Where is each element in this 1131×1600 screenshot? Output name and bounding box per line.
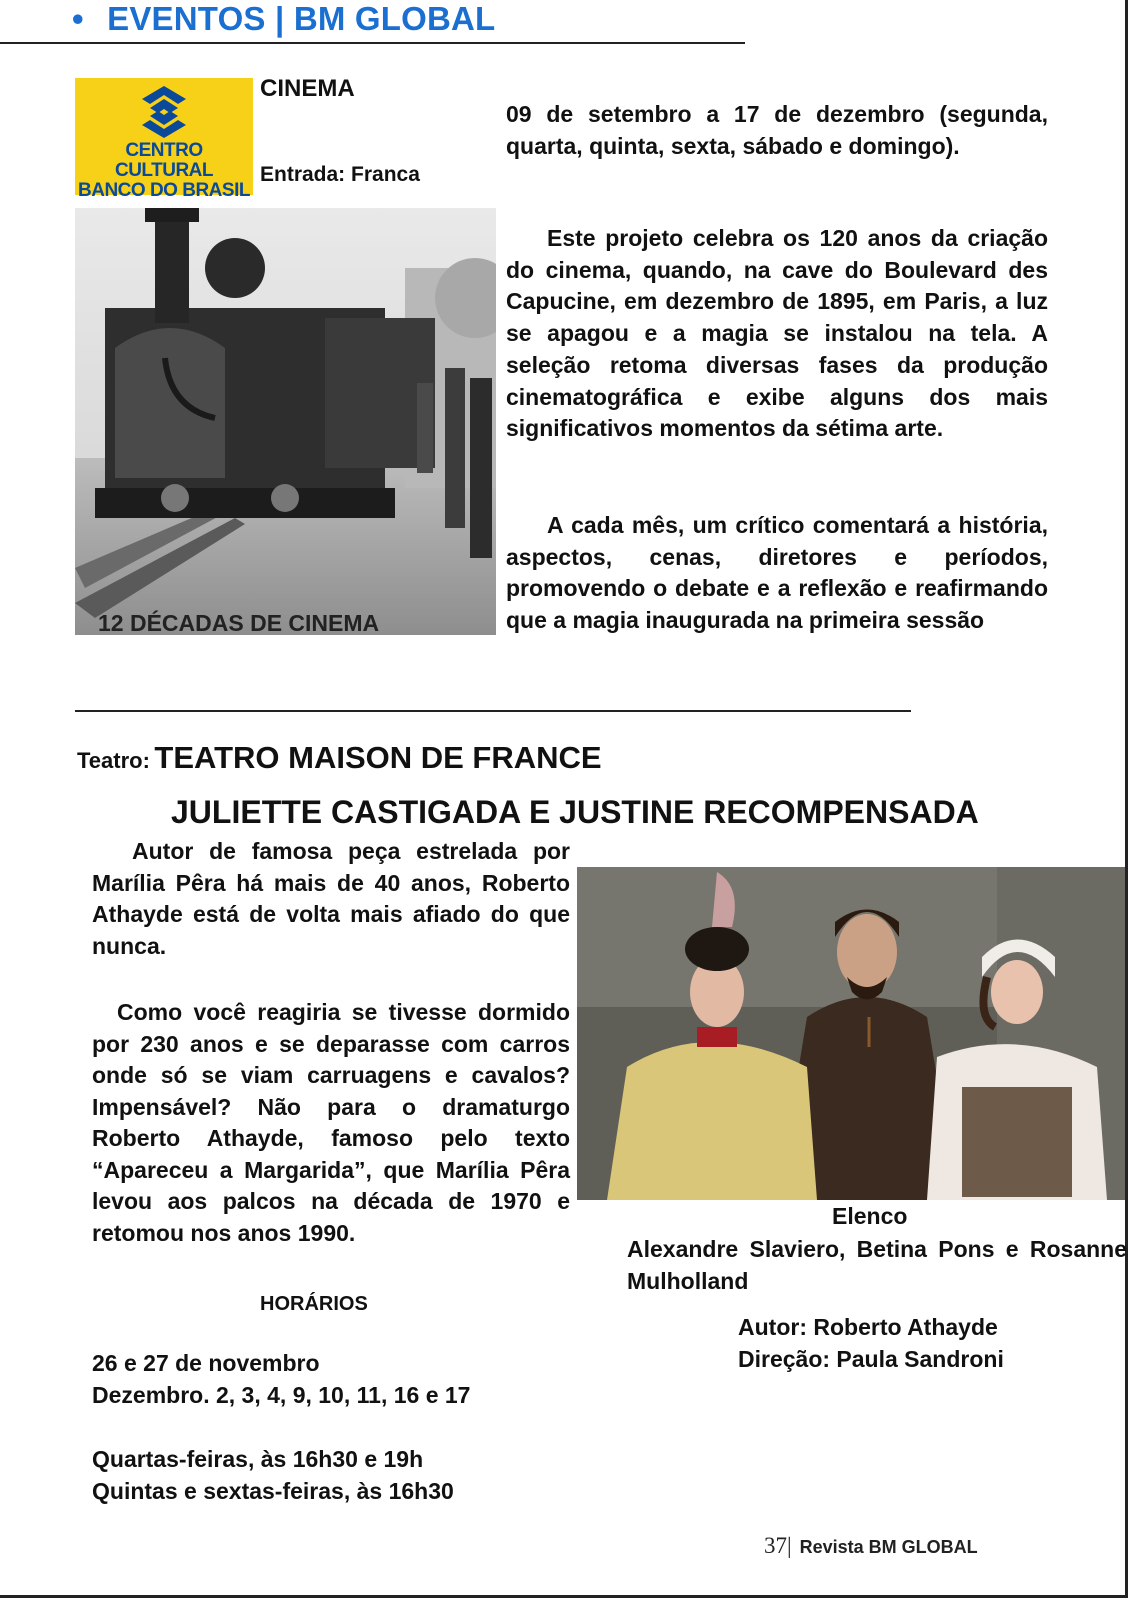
- play-title: JULIETTE CASTIGADA E JUSTINE RECOMPENSADA: [171, 794, 979, 830]
- credits: [738, 1312, 1004, 1375]
- schedule-times: [92, 1444, 454, 1507]
- schedule-dates-line-2: Dezembro. 2, 3, 4, 9, 10, 11, 16 e 17: [92, 1381, 471, 1408]
- teatro-label: Teatro:: [77, 748, 150, 773]
- cinema-entry: Entrada: Franca: [260, 163, 420, 186]
- schedule-dates: [92, 1348, 470, 1411]
- teatro-paragraph-1: Autor de famosa peça estrelada por Marília Pêra há mais de 40 anos, Roberto Athayde está de volta mais afiado do que nunca.: [92, 838, 570, 959]
- credit-director: Direção: Paula Sandroni: [738, 1345, 1004, 1372]
- teatro-heading: [77, 740, 602, 776]
- schedule-dates-line-1: 26 e 27 de novembro: [92, 1350, 320, 1376]
- page-footer: [764, 1533, 978, 1559]
- schedule-times-line-2: Quintas e sextas-feiras, às 16h30: [92, 1477, 454, 1504]
- header-divider: [0, 42, 745, 44]
- schedule-times-line-1: Quartas-feiras, às 16h30 e 19h: [92, 1446, 424, 1472]
- cast-label: Elenco: [832, 1203, 908, 1229]
- teatro-venue: TEATRO MAISON DE FRANCE: [154, 740, 602, 775]
- section-header: [72, 0, 495, 38]
- ccbb-logo: [75, 78, 253, 201]
- cast-names: Alexandre Slaviero, Betina Pons e Rosanne Mulholland: [627, 1236, 1127, 1294]
- cinema-paragraph-1: Este projeto celebra os 120 anos da criação do cinema, quando, na cave do Boulevard des Capucine, em dezembro de 1895, em Paris, a luz se apagou e a magia se instalou na tela. A seleção retoma diversas fases da produção cinematográfica e exibe alguns dos mais significativos momentos da sétima arte.: [506, 225, 1048, 442]
- magazine-name: Revista BM GLOBAL: [799, 1537, 978, 1557]
- logo-line-2: BANCO DO BRASIL: [78, 180, 250, 201]
- credit-author: Autor: Roberto Athayde: [738, 1314, 998, 1340]
- train-photo-caption: 12 DÉCADAS DE CINEMA: [98, 610, 380, 636]
- logo-line-1: CENTRO CULTURAL: [114, 140, 213, 181]
- footer-separator: |: [787, 1533, 792, 1558]
- header-bullet: •: [72, 0, 84, 37]
- cinema-category: CINEMA: [260, 75, 355, 102]
- train-photo: [75, 208, 496, 635]
- section-divider: [75, 710, 911, 712]
- cinema-dates: 09 de setembro a 17 de dezembro (segunda, quarta, quinta, sexta, sábado e domingo).: [506, 101, 1048, 159]
- page-number: 37: [764, 1533, 787, 1558]
- bb-symbol-icon: [136, 86, 192, 138]
- teatro-paragraph-2: Como você reagiria se tivesse dormido por 230 anos e se deparasse com carros onde só se viam carruagens e cavalos? Impensável? Não para o dramaturgo Roberto Athayde, famoso pelo texto “Apareceu a Margarida”, que Marília Pêra levou aos palcos na década de 1970 e retomou nos anos 1990.: [92, 999, 570, 1246]
- header-title: EVENTOS | BM GLOBAL: [107, 0, 496, 37]
- cinema-paragraph-2: A cada mês, um crítico comentará a história, aspectos, cenas, diretores e períodos, promovendo o debate e a reflexão e reafirmando que a magia inaugurada na primeira sessão: [506, 512, 1048, 634]
- schedule-label: HORÁRIOS: [260, 1293, 368, 1315]
- cast-photo: [577, 867, 1125, 1200]
